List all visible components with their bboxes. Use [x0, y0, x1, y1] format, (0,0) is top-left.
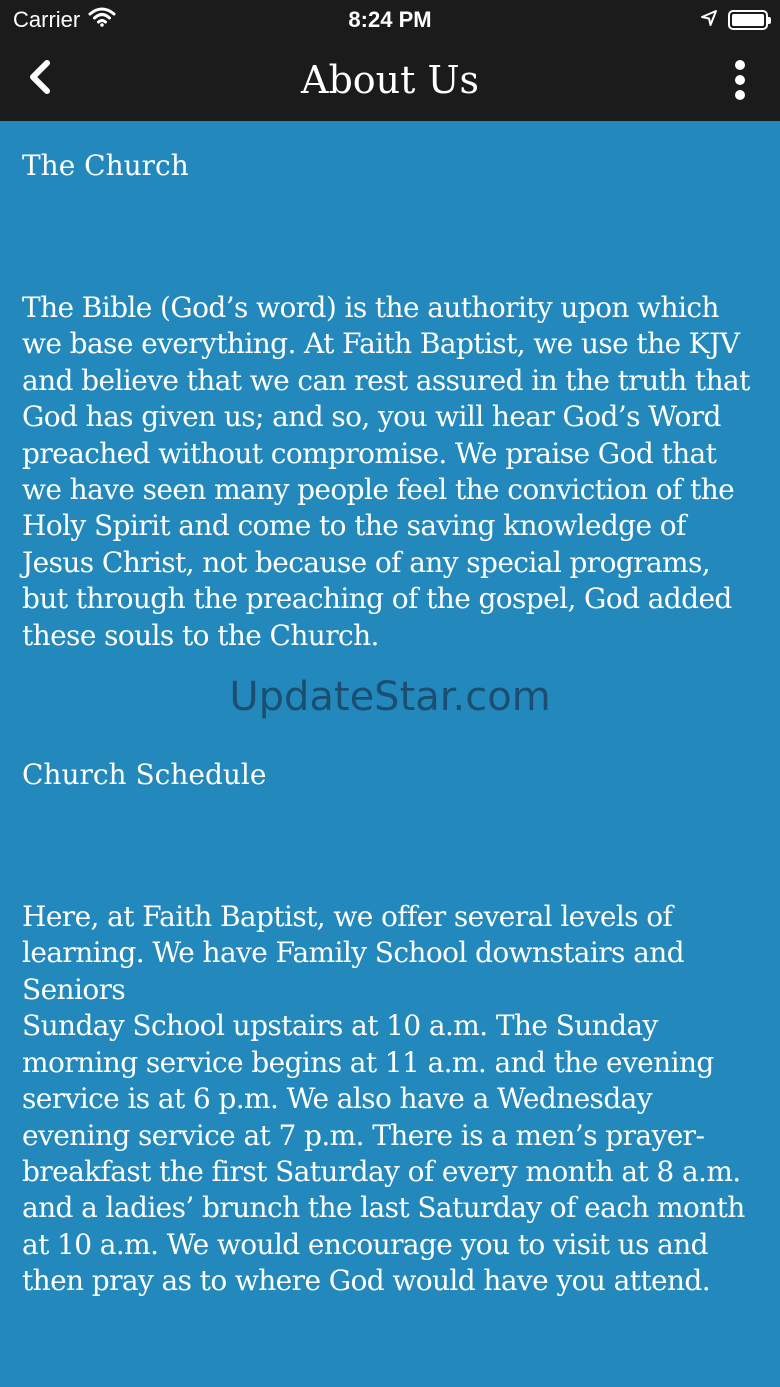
section-title-the-church: The Church [22, 149, 189, 182]
back-button[interactable] [18, 54, 62, 104]
more-vertical-icon-dot [735, 90, 745, 100]
about-content [22, 140, 762, 1300]
more-options-button[interactable] [720, 54, 760, 106]
battery-fill [732, 14, 764, 26]
status-bar [0, 0, 780, 40]
battery-icon [728, 10, 768, 30]
page-title: About Us [301, 58, 479, 102]
location-arrow-icon [700, 7, 718, 33]
status-time: 8:24 PM [348, 7, 432, 32]
more-vertical-icon [735, 60, 745, 70]
section-title-church-schedule: Church Schedule [22, 758, 267, 792]
section-body-church-schedule-part1: Here, at Faith Baptist, we offer several levels of learning. We have Family School downstairs and Seniors [22, 900, 684, 1006]
navigation-bar [0, 40, 780, 121]
carrier-label: Carrier [13, 7, 81, 32]
section-body-church-schedule-part2: Sunday School upstairs at 10 a.m. The Sunday morning service begins at 11 a.m. and the evening service is at 6 p.m. We also have a Wednesday evening service at 7 p.m. There is a men’s prayer-breakfast the first Saturday of every month at 8 a.m. and a ladies’ brunch the last Saturday of each month at 10 a.m. We would encourage you to visit us and then pray as to where God would have you attend. [22, 1009, 745, 1298]
more-vertical-icon-dot [735, 75, 745, 85]
top-bar [0, 0, 780, 121]
status-right-group [700, 7, 768, 33]
chevron-left-icon [27, 59, 53, 100]
watermark: UpdateStar.com [229, 674, 551, 720]
section-body-the-church: The Bible (God’s word) is the authority upon which we base everything. At Faith Baptist, we use the KJV and believe that we can rest assured in the truth that God has given us; and so, you will hear God’s Word preached without compromise. We praise God that we have seen many people feel the conviction of the Holy Spirit and come to the saving knowledge of Jesus Christ, not because of any special programs, but through the preaching of the gospel, God added these souls to the Church. [22, 291, 750, 652]
